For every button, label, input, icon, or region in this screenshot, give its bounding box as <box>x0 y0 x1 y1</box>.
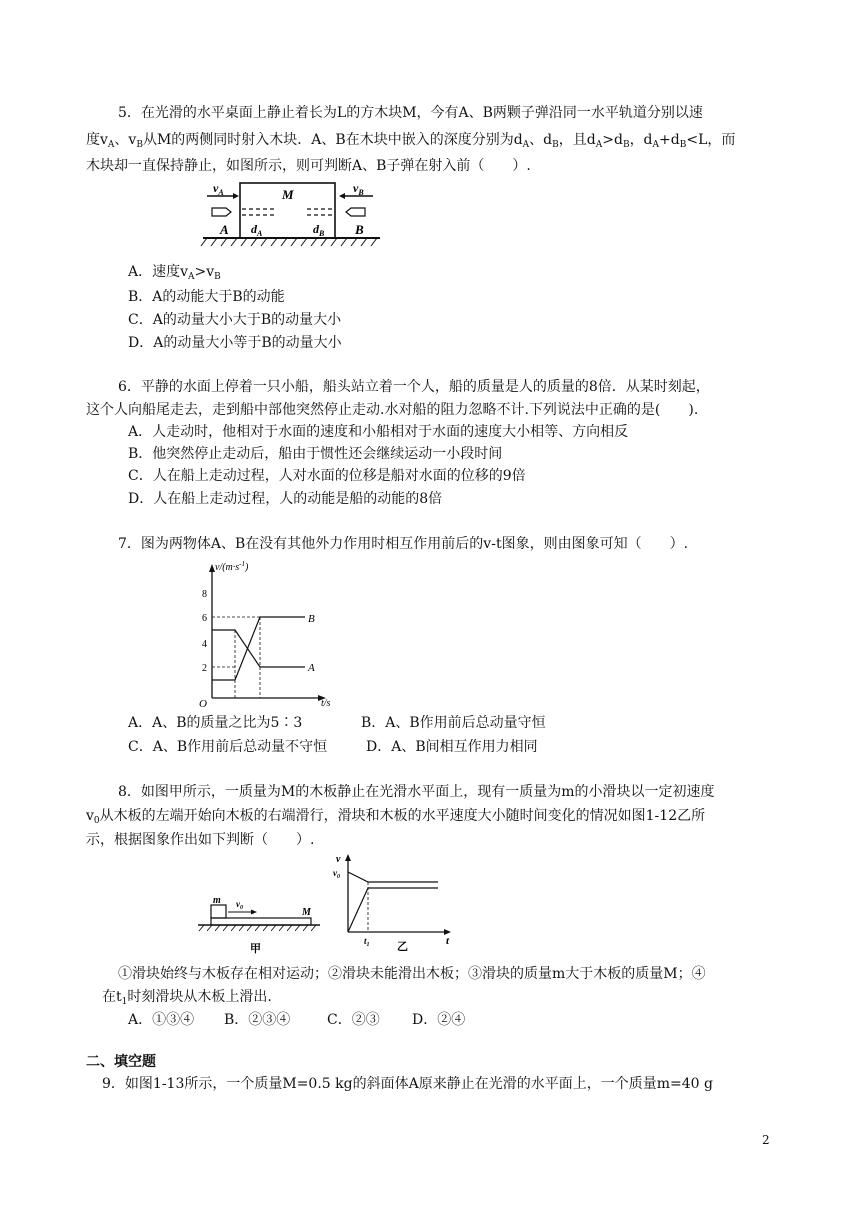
fig8-v0: $v_0$ <box>236 899 243 911</box>
fig5-vB: $v_B$ <box>353 181 364 197</box>
q7-vt-graph <box>195 558 345 708</box>
fig5-dA: $d_A$ <box>251 222 263 238</box>
q7-ytick-6: 6 <box>202 613 207 624</box>
fig8b-v0-label: $v_0$ <box>333 868 340 880</box>
q5-line2: 度$v_A$、$v_B$从M的两侧同时射入木块．A、B在木块中嵌入的深度分别为$d_A$、$d_B$，且$d_A>d_B$，$d_A+d_B<L$，而 <box>86 132 736 150</box>
q6-option-d: D．人在船上走动过程，人的动能是船的动能的8倍 <box>128 491 443 507</box>
q5-block-figure <box>195 180 385 250</box>
page-number: 2 <box>762 1133 770 1147</box>
q8-block-velocity-line <box>348 872 438 882</box>
fig5-A: A <box>220 222 229 237</box>
q8-line1: 8．如图甲所示，一质量为M的木板静止在光滑水平面上，现有一质量为m的小滑块以一定初速度 <box>118 784 715 800</box>
fig5-vA: $v_A$ <box>213 181 224 197</box>
q5-option-c: C．A的动量大小大于B的动量大小 <box>128 312 342 328</box>
q7-ylabel: $v/(m\cdot s^{-1})$ <box>215 560 249 573</box>
q8-figure-yi <box>328 852 458 952</box>
q8-board-velocity-line <box>348 888 438 932</box>
fig8-caption-jia: 甲 <box>250 943 261 955</box>
fig8-caption-yi: 乙 <box>397 941 408 952</box>
fig8b-t1-label: $t_1$ <box>364 936 370 948</box>
q5-line3: 木块却一直保持静止，如图所示，则可判断A、B子弹在射入前（ ）. <box>86 158 531 174</box>
fig5-M: M <box>282 187 294 202</box>
q8-statements-line1: ①滑块始终与木板存在相对运动；②滑块未能滑出木板；③滑块的质量m大于木板的质量M；④ <box>118 966 706 982</box>
q8-option-d: D．②④ <box>412 1012 466 1028</box>
q7-ytick-2: 2 <box>202 663 207 674</box>
section-fill-in-title: 二、填空题 <box>86 1054 156 1070</box>
q7-series-b <box>212 617 305 680</box>
q8-line3: 示，根据图象作出如下判断（ ）. <box>86 832 315 848</box>
q6-line1: 6．平静的水面上停着一只小船，船头站立着一个人，船的质量是人的质量的8倍．从某时刻起， <box>118 379 710 395</box>
q7-option-c: C．A、B作用前后总动量不守恒 <box>128 739 328 755</box>
q8-line2: $v_0$从木板的左端开始向木板的右端滑行，滑块和木板的水平速度大小随时间变化的情况如图1-12乙所 <box>86 808 706 826</box>
q8-figure-jia <box>198 895 323 955</box>
q5-option-a: A．速度$v_A>v_B$ <box>128 264 221 282</box>
q8-option-b: B．②③④ <box>224 1012 291 1028</box>
q7-option-b: B．A、B作用前后总动量守恒 <box>361 715 546 731</box>
q9-line1: 9．如图1-13所示，一个质量M=0.5 kg的斜面体A原来静止在光滑的水平面上，一个质量m=40 g <box>102 1076 713 1092</box>
q7-xlabel: t/s <box>321 698 331 708</box>
q7-option-a: A．A、B的质量之比为5∶3 <box>128 715 303 731</box>
q7-label-b: B <box>308 613 315 625</box>
fig5-B: B <box>355 222 364 237</box>
q7-series-a <box>212 630 305 667</box>
q7-option-d: D．A、B间相互作用力相同 <box>366 739 538 755</box>
q6-line2: 这个人向船尾走去，走到船中部他突然停止走动.水对船的阻力忽略不计.下列说法中正确的是( ). <box>86 402 699 418</box>
fig8-m: m <box>213 895 221 906</box>
q6-option-a: A．人走动时，他相对于水面的速度和小船相对于水面的速度大小相等、方向相反 <box>128 424 629 440</box>
q5-line1: 5．在光滑的水平桌面上静止着长为L的方木块M，今有A、B两颗子弹沿同一水平轨道分别以速 <box>118 105 703 121</box>
q8-statements-line2: 在$t_1$时刻滑块从木板上滑出. <box>102 989 272 1007</box>
fig8-M: M <box>302 907 311 918</box>
fig8b-v-label: v <box>336 854 341 865</box>
q8-option-c: C．②③ <box>327 1012 380 1028</box>
fig5-dB: $d_B$ <box>313 222 325 238</box>
q7-line1: 7．图为两物体A、B在没有其他外力作用时相互作用前后的v-t图象，则由图象可知（ ）. <box>118 536 689 552</box>
q7-ytick-4: 4 <box>202 639 207 650</box>
q6-option-b: B．他突然停止走动后，船由于惯性还会继续运动一小段时间 <box>128 446 503 462</box>
q7-label-a: A <box>308 662 315 674</box>
q5-option-d: D．A的动量大小等于B的动量大小 <box>128 335 342 351</box>
q7-origin: O <box>199 698 207 708</box>
q5-option-b: B．A的动能大于B的动能 <box>128 289 285 305</box>
q6-option-c: C．人在船上走动过程，人对水面的位移是船对水面的位移的9倍 <box>128 468 526 484</box>
q7-ytick-8: 8 <box>202 589 207 600</box>
q8-option-a: A．①③④ <box>128 1012 195 1028</box>
fig8b-t-label: t <box>446 935 450 947</box>
